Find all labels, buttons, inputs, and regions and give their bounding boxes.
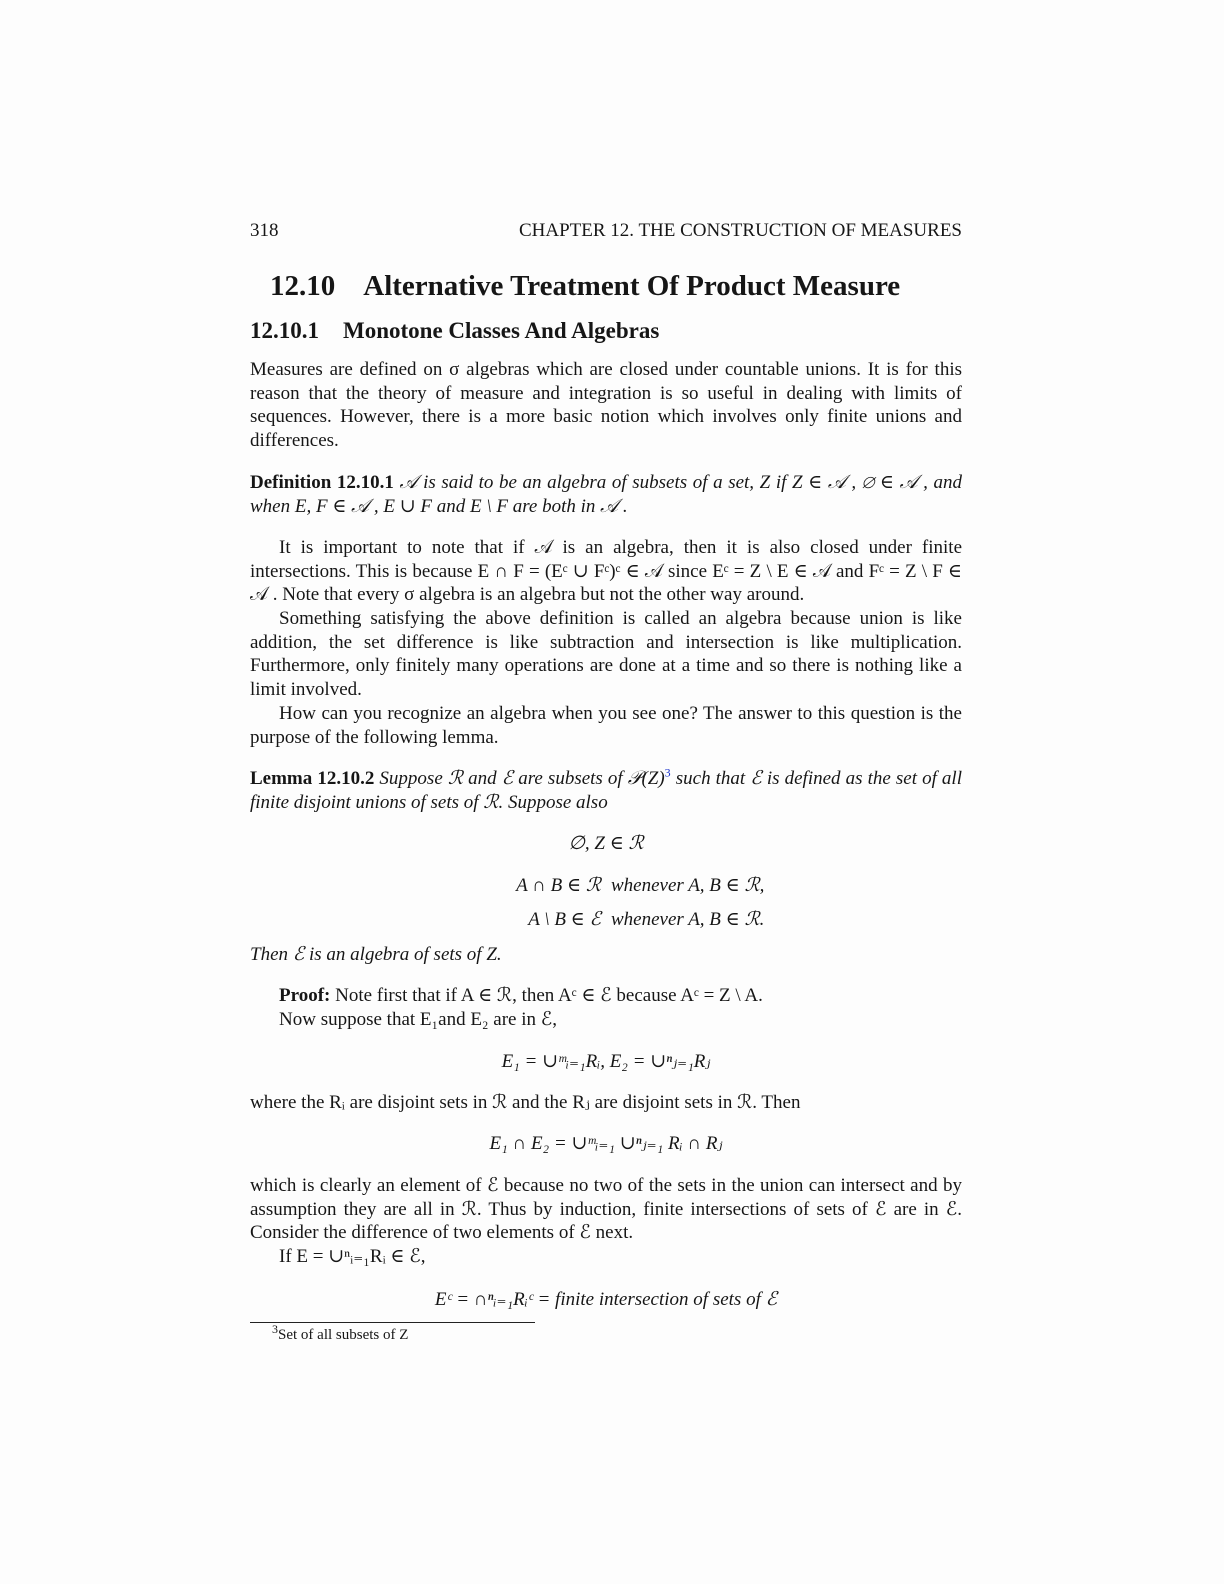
section-heading xyxy=(270,270,900,303)
proof-text: Note first that if A ∈ ℛ, then Aᶜ ∈ ℰ because Aᶜ = Z \ A. xyxy=(330,985,763,1006)
lemma-display-1: ∅, Z ∈ ℛ xyxy=(568,833,644,854)
definition-label: Definition 12.10.1 xyxy=(250,472,394,493)
footnote-mark: 3 xyxy=(272,1322,278,1336)
intro-paragraph: Measures are defined on σ algebras which are closed under countable unions. It is for this reason that the theory of measure and integration is so useful in dealing with limits of sequences. However, there is a more basic notion which involves only finite unions and differences. xyxy=(250,359,962,452)
equation-2: E₁ ∩ E₂ = ∪ᵐᵢ₌₁ ∪ⁿⱼ₌₁ Rᵢ ∩ Rⱼ xyxy=(489,1133,723,1154)
subsection-heading xyxy=(250,318,659,344)
footnote-text: Set of all subsets of Z xyxy=(278,1327,409,1343)
lemma xyxy=(250,767,962,814)
lemma-body-before: Suppose ℛ and ℰ are subsets of 𝒫(Z) xyxy=(379,768,665,789)
proof-text-2: which is clearly an element of ℰ because no two of the sets in the union can intersect and by assumption they are all in ℛ. Thus by induction, finite intersections of sets of ℰ are in ℰ. Consider the difference of two elements of ℰ next. xyxy=(250,1175,962,1244)
display-2-rhs: whenever A, B ∈ ℛ, xyxy=(611,875,765,896)
display-2-lhs: A ∩ B ∈ ℛ xyxy=(516,875,601,896)
display-3-lhs: A \ B ∈ ℰ xyxy=(528,909,601,930)
proof-label: Proof: xyxy=(279,985,331,1006)
section-title: Alternative Treatment Of Product Measure xyxy=(363,270,901,302)
proof-text-1: where the Rᵢ are disjoint sets in ℛ and the Rⱼ are disjoint sets in ℛ. Then xyxy=(250,1092,801,1113)
footnote-rule xyxy=(250,1322,535,1323)
footnote-reference[interactable]: 3 xyxy=(664,765,671,780)
proof-line-2: Now suppose that E₁and E₂ are in ℰ, xyxy=(279,1009,558,1030)
page-number: 318 xyxy=(250,220,279,241)
proof-line-3: If E = ∪ⁿᵢ₌₁Rᵢ ∈ ℰ, xyxy=(279,1246,426,1267)
running-header xyxy=(250,220,962,242)
footnote xyxy=(272,1322,409,1344)
section-number: 12.10 xyxy=(270,270,336,302)
subsection-number: 12.10.1 xyxy=(250,318,319,343)
paragraph: Something satisfying the above definition is called an algebra because union is like addition, the set difference is like subtraction and intersection is like multiplication. Furthermore, only finitely many operations are done at a time and so there is nothing like a limit involved. xyxy=(250,608,962,701)
equation-3: Eᶜ = ∩ⁿᵢ₌₁Rᵢᶜ = finite intersection of sets of ℰ xyxy=(434,1289,778,1310)
lemma-conclusion: Then ℰ is an algebra of sets of Z. xyxy=(250,944,502,965)
lemma-display-2 xyxy=(250,874,962,897)
paragraph: How can you recognize an algebra when you see one? The answer to this question is the purpose of the following lemma. xyxy=(250,703,962,748)
equation-1: E₁ = ∪ᵐᵢ₌₁Rᵢ, E₂ = ∪ⁿⱼ₌₁Rⱼ xyxy=(501,1051,711,1072)
paragraph: It is important to note that if 𝒜 is an algebra, then it is also closed under finite intersections. This is because E ∩ F = (Eᶜ ∪ Fᶜ)ᶜ ∈ 𝒜 since Eᶜ = Z \ E ∈ 𝒜 and Fᶜ = Z \ F ∈ 𝒜 . Note that every σ algebra is an algebra but not the other way around. xyxy=(250,537,962,606)
lemma-body-after: such that ℰ is defined as the set of all finite disjoint unions of sets of ℛ. Suppose also xyxy=(250,768,962,813)
lemma-label: Lemma 12.10.2 xyxy=(250,768,375,789)
running-title: CHAPTER 12. THE CONSTRUCTION OF MEASURES xyxy=(518,220,962,241)
proof-line-1 xyxy=(250,984,962,1008)
lemma-display-3 xyxy=(250,908,962,931)
display-3-rhs: whenever A, B ∈ ℛ. xyxy=(611,909,765,930)
definition xyxy=(250,471,962,518)
definition-body: 𝒜 is said to be an algebra of subsets of a set, Z if Z ∈ 𝒜 , ∅ ∈ 𝒜 , and when E, F ∈ 𝒜 , E ∪ F and E \ F are both in 𝒜 . xyxy=(250,472,963,517)
subsection-title: Monotone Classes And Algebras xyxy=(343,318,660,343)
